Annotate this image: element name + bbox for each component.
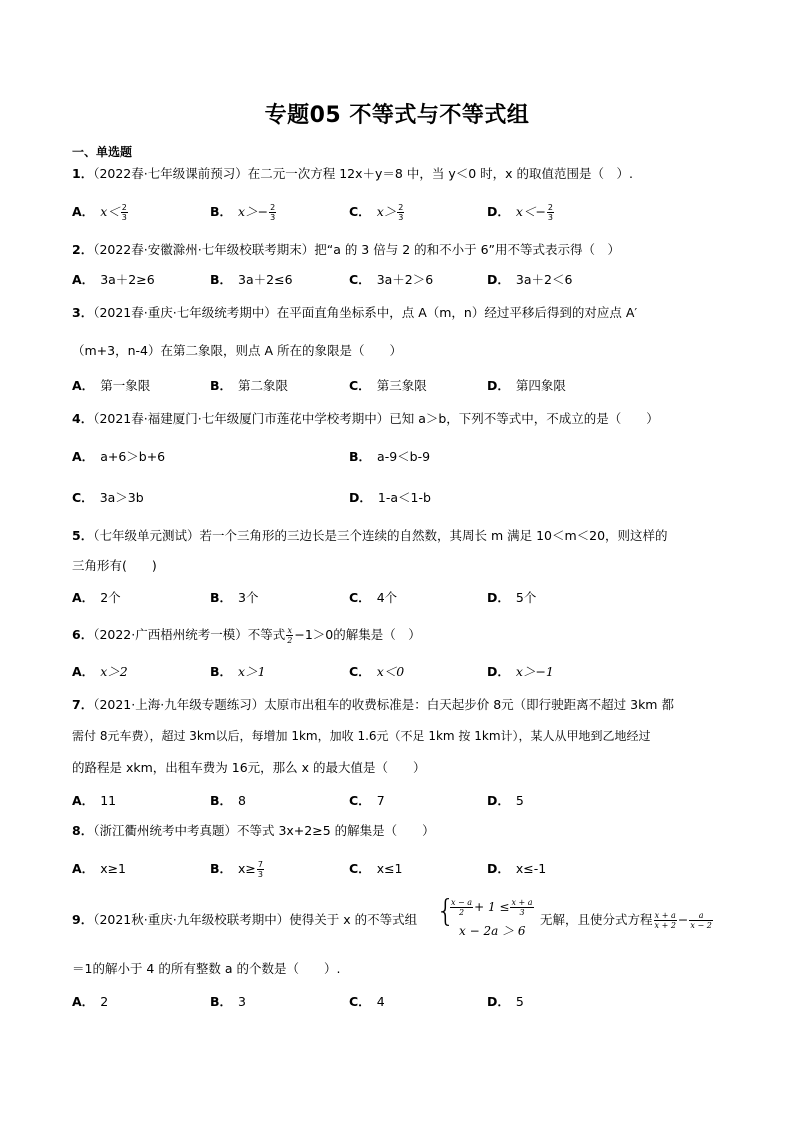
section-heading: 一、单选题	[72, 145, 133, 159]
option-b: B． 第二象限	[210, 378, 289, 393]
question-7-cont: 需付 8元车费），超过 3km以后，每增加 1km，加收 1.6元（不足 1km 按 1km计），某人从甲地到乙地经过	[72, 729, 651, 743]
inequality-1: $\frac{x - a}{2}$ + 1 ≤ $\frac{x + a}{3}$	[451, 898, 533, 917]
option-a: A． x＜ $\frac{2}{3}$	[72, 203, 127, 222]
option-c: C． 4个	[349, 590, 398, 605]
question-4: 4．（2021春·福建厦门·七年级厦门市莲花中学校考期中）已知 a＞b，下列不等式中，不成立的是（ ）	[72, 411, 659, 426]
option-a: A． 第一象限	[72, 378, 151, 393]
question-5-cont: 三角形有( )	[72, 558, 157, 573]
option-c: C． x≤1	[349, 861, 403, 876]
option-d: D． 5	[487, 994, 524, 1009]
option-c: C． 3a＋2＞6	[349, 272, 434, 287]
option-b: B． 3个	[210, 590, 259, 605]
question-source: （2022春·七年级课前预习）	[93, 166, 248, 181]
question-8: 8．（浙江衢州统考中考真题）不等式 3x+2≥5 的解集是（ ）	[72, 823, 435, 838]
question-7-cont2: 的路程是 xkm，出租车费为 16元，那么 x 的最大值是（ ）	[72, 760, 426, 775]
option-b: B． 3a＋2≤6	[210, 272, 293, 287]
option-a: A． 2	[72, 994, 109, 1009]
question-9: 9．（2021秋·重庆·九年级校联考期中）使得关于 x 的不等式组	[72, 912, 418, 927]
option-b: B． 8	[210, 793, 246, 808]
option-c: C． 第三象限	[349, 378, 427, 393]
question-3-cont: （m+3，n-4）在第二象限，则点 A 所在的象限是（ ）	[72, 343, 402, 358]
question-2: 2．（2022春·安徽滁州·七年级校联考期末）把“a 的 3 倍与 2 的和不小于 6”用不等式表示得（ ）	[72, 242, 621, 257]
question-text: 在二元一次方程 12x＋y＝8 中，当 y＜0 时，x 的取值范围是（ ）.	[247, 166, 633, 181]
option-b: B． a-9＜b-9	[349, 449, 431, 464]
question-3: 3．（2021春·重庆·七年级统考期中）在平面直角坐标系中，点 A（m，n）经过平移后得到的对应点 A′	[72, 305, 638, 320]
question-6: 6．（2022·广西梧州统考一模）不等式 $\frac{x}{2}$ −1＞0的解集是（ ）	[72, 626, 421, 645]
option-d: D． x＞−1	[487, 664, 554, 679]
option-a: A． x≥1	[72, 861, 127, 876]
inequality-2: x − 2a ＞ 6	[459, 924, 526, 938]
page-title: 专题05 不等式与不等式组	[264, 103, 530, 128]
option-b: B． x＞− $\frac{2}{3}$	[210, 203, 276, 222]
option-d: D． 第四象限	[487, 378, 566, 393]
question-5: 5．（七年级单元测试）若一个三角形的三边长是三个连续的自然数，其周长 m 满足 10＜m＜20，则这样的	[72, 528, 668, 543]
option-a: A． 3a＋2≥6	[72, 272, 155, 287]
option-c: C． x＞ $\frac{2}{3}$	[349, 203, 404, 222]
option-b: B． x＞1	[210, 664, 266, 679]
option-d: D． x＜− $\frac{2}{3}$	[487, 203, 554, 222]
question-number: 1．	[72, 166, 94, 181]
question-1	[72, 165, 732, 183]
system-brace: {	[436, 894, 456, 929]
option-d: D． 5个	[487, 590, 537, 605]
option-c: C． 7	[349, 793, 385, 808]
question-9-cont: ＝1的解小于 4 的所有整数 a 的个数是（ ）.	[72, 961, 341, 976]
option-d: D． 1-a＜1-b	[349, 490, 431, 505]
question-9-mid: 无解，且使分式方程 $\frac{x + a}{x + 2}$ − $\frac{a}{x - 2}$	[540, 911, 712, 930]
option-b: B． 3	[210, 994, 246, 1009]
option-c: C． 3a＞3b	[72, 490, 144, 505]
option-d: D． 5	[487, 793, 524, 808]
option-a: A． 2个	[72, 590, 121, 605]
option-b: B． x≥ $\frac{7}{3}$	[210, 860, 263, 879]
option-a: A． 11	[72, 793, 117, 808]
option-a: A． a+6＞b+6	[72, 449, 166, 464]
option-c: C． 4	[349, 994, 385, 1009]
option-d: D． 3a＋2＜6	[487, 272, 573, 287]
option-c: C． x＜0	[349, 664, 405, 679]
question-7: 7．（2021·上海·九年级专题练习）太原市出租车的收费标准是：白天起步价 8元（即行驶距离不超过 3km 都	[72, 697, 674, 712]
option-d: D． x≤-1	[487, 861, 547, 876]
option-a: A． x＞2	[72, 664, 128, 679]
